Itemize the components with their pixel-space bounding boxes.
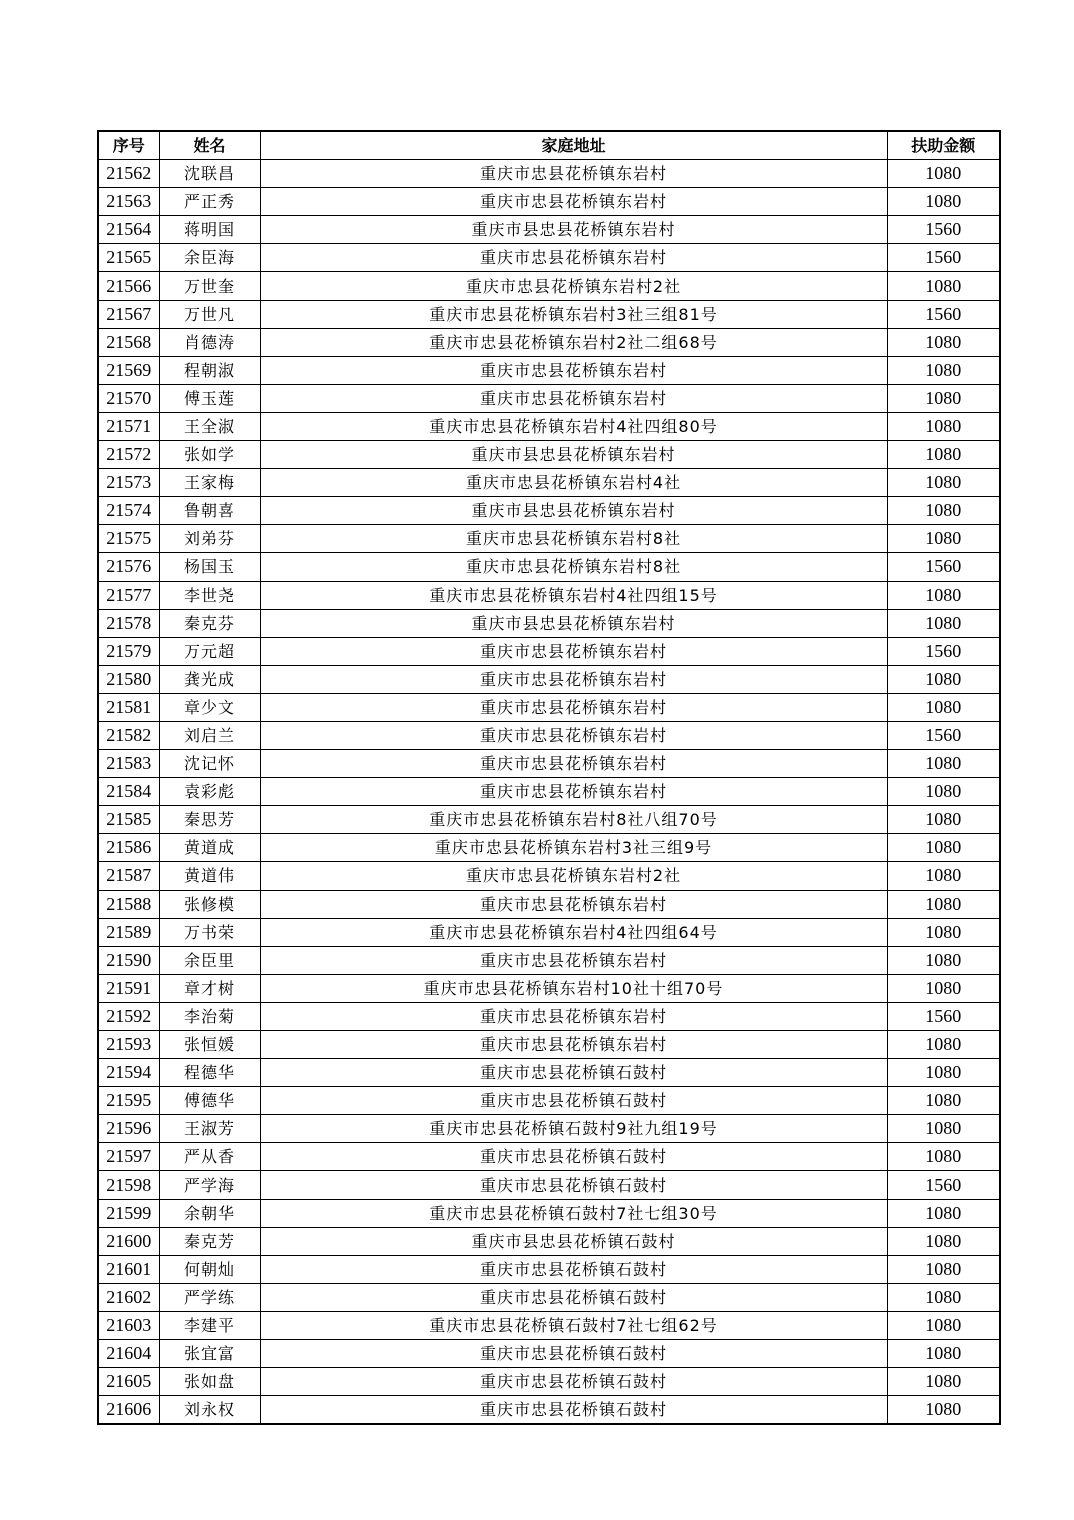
table-row	[98, 384, 1000, 412]
cell-serial-number: 21582	[98, 721, 159, 749]
cell-name: 李建平	[159, 1311, 260, 1339]
cell-serial-number: 21586	[98, 834, 159, 862]
cell-assistance-amount: 1080	[887, 1031, 1000, 1059]
cell-assistance-amount: 1080	[887, 1368, 1000, 1396]
cell-assistance-amount: 1080	[887, 609, 1000, 637]
cell-home-address: 重庆市忠县花桥镇东岩村	[260, 637, 887, 665]
cell-name: 秦克芬	[159, 609, 260, 637]
table-row	[98, 244, 1000, 272]
cell-home-address: 重庆市忠县花桥镇东岩村	[260, 1031, 887, 1059]
cell-home-address: 重庆市忠县花桥镇石鼓村	[260, 1368, 887, 1396]
cell-assistance-amount: 1080	[887, 778, 1000, 806]
cell-name: 万世奎	[159, 272, 260, 300]
cell-home-address: 重庆市忠县花桥镇东岩村8社	[260, 553, 887, 581]
cell-home-address: 重庆市忠县花桥镇东岩村2社	[260, 272, 887, 300]
cell-serial-number: 21567	[98, 300, 159, 328]
cell-name: 袁彩彪	[159, 778, 260, 806]
table-row	[98, 721, 1000, 749]
cell-serial-number: 21575	[98, 525, 159, 553]
cell-serial-number: 21562	[98, 160, 159, 188]
cell-serial-number: 21604	[98, 1340, 159, 1368]
cell-name: 刘启兰	[159, 721, 260, 749]
cell-serial-number: 21598	[98, 1171, 159, 1199]
cell-home-address: 重庆市忠县花桥镇东岩村4社四组80号	[260, 412, 887, 440]
cell-name: 何朝灿	[159, 1255, 260, 1283]
cell-home-address: 重庆市忠县花桥镇东岩村	[260, 160, 887, 188]
cell-assistance-amount: 1560	[887, 721, 1000, 749]
cell-home-address: 重庆市忠县花桥镇石鼓村9社九组19号	[260, 1115, 887, 1143]
cell-name: 张宜富	[159, 1340, 260, 1368]
cell-name: 傅玉莲	[159, 384, 260, 412]
cell-assistance-amount: 1080	[887, 750, 1000, 778]
cell-serial-number: 21573	[98, 469, 159, 497]
cell-serial-number: 21595	[98, 1087, 159, 1115]
cell-name: 余臣里	[159, 946, 260, 974]
cell-assistance-amount: 1080	[887, 1396, 1000, 1425]
cell-serial-number: 21591	[98, 974, 159, 1002]
cell-home-address: 重庆市忠县花桥镇石鼓村	[260, 1340, 887, 1368]
cell-name: 张修模	[159, 890, 260, 918]
cell-name: 王家梅	[159, 469, 260, 497]
cell-assistance-amount: 1080	[887, 441, 1000, 469]
cell-assistance-amount: 1080	[887, 356, 1000, 384]
cell-home-address: 重庆市忠县花桥镇东岩村8社八组70号	[260, 806, 887, 834]
cell-home-address: 重庆市忠县花桥镇东岩村2社二组68号	[260, 328, 887, 356]
cell-assistance-amount: 1080	[887, 834, 1000, 862]
cell-home-address: 重庆市忠县花桥镇东岩村	[260, 946, 887, 974]
cell-home-address: 重庆市忠县花桥镇石鼓村7社七组30号	[260, 1199, 887, 1227]
cell-serial-number: 21584	[98, 778, 159, 806]
header-home-address: 家庭地址	[260, 131, 887, 160]
cell-name: 李治菊	[159, 1002, 260, 1030]
cell-assistance-amount: 1080	[887, 497, 1000, 525]
table-row	[98, 1087, 1000, 1115]
cell-serial-number: 21588	[98, 890, 159, 918]
cell-assistance-amount: 1080	[887, 1340, 1000, 1368]
cell-serial-number: 21565	[98, 244, 159, 272]
cell-assistance-amount: 1080	[887, 890, 1000, 918]
table-row	[98, 553, 1000, 581]
document-page	[97, 130, 999, 1425]
cell-serial-number: 21589	[98, 918, 159, 946]
cell-assistance-amount: 1560	[887, 300, 1000, 328]
table-row	[98, 1171, 1000, 1199]
cell-home-address: 重庆市忠县花桥镇石鼓村	[260, 1059, 887, 1087]
cell-assistance-amount: 1080	[887, 525, 1000, 553]
cell-home-address: 重庆市忠县花桥镇东岩村4社四组15号	[260, 581, 887, 609]
cell-assistance-amount: 1080	[887, 1255, 1000, 1283]
cell-assistance-amount: 1080	[887, 946, 1000, 974]
table-row	[98, 1311, 1000, 1339]
cell-name: 章少文	[159, 693, 260, 721]
cell-home-address: 重庆市忠县花桥镇石鼓村	[260, 1171, 887, 1199]
cell-assistance-amount: 1560	[887, 1002, 1000, 1030]
cell-serial-number: 21579	[98, 637, 159, 665]
table-row	[98, 1115, 1000, 1143]
cell-name: 王全淑	[159, 412, 260, 440]
table-row	[98, 778, 1000, 806]
cell-serial-number: 21570	[98, 384, 159, 412]
cell-name: 沈联昌	[159, 160, 260, 188]
table-row	[98, 637, 1000, 665]
cell-home-address: 重庆市忠县花桥镇石鼓村	[260, 1143, 887, 1171]
cell-serial-number: 21583	[98, 750, 159, 778]
cell-assistance-amount: 1080	[887, 328, 1000, 356]
cell-name: 严学海	[159, 1171, 260, 1199]
header-row	[98, 131, 1000, 160]
cell-assistance-amount: 1080	[887, 974, 1000, 1002]
cell-name: 张恒媛	[159, 1031, 260, 1059]
cell-home-address: 重庆市忠县花桥镇东岩村	[260, 778, 887, 806]
cell-serial-number: 21574	[98, 497, 159, 525]
cell-assistance-amount: 1080	[887, 918, 1000, 946]
table-row	[98, 356, 1000, 384]
cell-home-address: 重庆市忠县花桥镇东岩村3社三组81号	[260, 300, 887, 328]
cell-assistance-amount: 1080	[887, 188, 1000, 216]
cell-home-address: 重庆市忠县花桥镇石鼓村	[260, 1255, 887, 1283]
cell-assistance-amount: 1560	[887, 216, 1000, 244]
cell-name: 严正秀	[159, 188, 260, 216]
cell-serial-number: 21596	[98, 1115, 159, 1143]
cell-assistance-amount: 1080	[887, 1087, 1000, 1115]
cell-name: 严学练	[159, 1283, 260, 1311]
table-row	[98, 1143, 1000, 1171]
cell-home-address: 重庆市忠县花桥镇东岩村3社三组9号	[260, 834, 887, 862]
cell-serial-number: 21597	[98, 1143, 159, 1171]
table-row	[98, 1340, 1000, 1368]
cell-name: 秦思芳	[159, 806, 260, 834]
cell-name: 程德华	[159, 1059, 260, 1087]
cell-assistance-amount: 1080	[887, 160, 1000, 188]
cell-home-address: 重庆市忠县花桥镇石鼓村	[260, 1283, 887, 1311]
cell-assistance-amount: 1080	[887, 1283, 1000, 1311]
cell-name: 刘弟芬	[159, 525, 260, 553]
cell-serial-number: 21576	[98, 553, 159, 581]
table-row	[98, 1199, 1000, 1227]
header-name: 姓名	[159, 131, 260, 160]
cell-home-address: 重庆市忠县花桥镇东岩村2社	[260, 862, 887, 890]
cell-home-address: 重庆市县忠县花桥镇石鼓村	[260, 1227, 887, 1255]
cell-home-address: 重庆市县忠县花桥镇东岩村	[260, 441, 887, 469]
table-row	[98, 216, 1000, 244]
cell-home-address: 重庆市忠县花桥镇东岩村	[260, 244, 887, 272]
table-header	[98, 131, 1000, 160]
cell-name: 黄道成	[159, 834, 260, 862]
cell-home-address: 重庆市忠县花桥镇石鼓村	[260, 1396, 887, 1425]
cell-serial-number: 21564	[98, 216, 159, 244]
cell-assistance-amount: 1080	[887, 469, 1000, 497]
cell-assistance-amount: 1560	[887, 553, 1000, 581]
cell-assistance-amount: 1080	[887, 1199, 1000, 1227]
table-row	[98, 300, 1000, 328]
table-row	[98, 665, 1000, 693]
table-row	[98, 1002, 1000, 1030]
cell-home-address: 重庆市忠县花桥镇东岩村10社十组70号	[260, 974, 887, 1002]
cell-home-address: 重庆市忠县花桥镇东岩村	[260, 1002, 887, 1030]
cell-home-address: 重庆市县忠县花桥镇东岩村	[260, 216, 887, 244]
cell-name: 章才树	[159, 974, 260, 1002]
cell-serial-number: 21605	[98, 1368, 159, 1396]
cell-name: 张如盘	[159, 1368, 260, 1396]
cell-name: 蒋明国	[159, 216, 260, 244]
cell-serial-number: 21592	[98, 1002, 159, 1030]
table-row	[98, 160, 1000, 188]
cell-serial-number: 21601	[98, 1255, 159, 1283]
cell-home-address: 重庆市县忠县花桥镇东岩村	[260, 497, 887, 525]
cell-assistance-amount: 1080	[887, 581, 1000, 609]
cell-serial-number: 21581	[98, 693, 159, 721]
table-row	[98, 1283, 1000, 1311]
cell-serial-number: 21602	[98, 1283, 159, 1311]
table-row	[98, 441, 1000, 469]
cell-name: 黄道伟	[159, 862, 260, 890]
cell-assistance-amount: 1560	[887, 637, 1000, 665]
cell-name: 严从香	[159, 1143, 260, 1171]
cell-home-address: 重庆市忠县花桥镇东岩村8社	[260, 525, 887, 553]
table-row	[98, 581, 1000, 609]
table-row	[98, 750, 1000, 778]
cell-assistance-amount: 1560	[887, 1171, 1000, 1199]
cell-home-address: 重庆市忠县花桥镇东岩村	[260, 384, 887, 412]
cell-name: 程朝淑	[159, 356, 260, 384]
cell-name: 万元超	[159, 637, 260, 665]
table-row	[98, 1059, 1000, 1087]
table-row	[98, 188, 1000, 216]
cell-assistance-amount: 1080	[887, 1059, 1000, 1087]
table-row	[98, 609, 1000, 637]
table-row	[98, 806, 1000, 834]
cell-serial-number: 21585	[98, 806, 159, 834]
cell-assistance-amount: 1080	[887, 1115, 1000, 1143]
cell-name: 肖德涛	[159, 328, 260, 356]
cell-serial-number: 21572	[98, 441, 159, 469]
cell-assistance-amount: 1080	[887, 665, 1000, 693]
cell-serial-number: 21590	[98, 946, 159, 974]
cell-home-address: 重庆市忠县花桥镇东岩村	[260, 890, 887, 918]
cell-home-address: 重庆市忠县花桥镇东岩村4社	[260, 469, 887, 497]
cell-home-address: 重庆市忠县花桥镇东岩村	[260, 356, 887, 384]
cell-name: 沈记怀	[159, 750, 260, 778]
table-row	[98, 834, 1000, 862]
cell-assistance-amount: 1080	[887, 862, 1000, 890]
cell-assistance-amount: 1080	[887, 806, 1000, 834]
table-row	[98, 890, 1000, 918]
table-body	[98, 160, 1000, 1425]
table-row	[98, 1255, 1000, 1283]
cell-serial-number: 21580	[98, 665, 159, 693]
table-row	[98, 497, 1000, 525]
table-row	[98, 1031, 1000, 1059]
cell-name: 余朝华	[159, 1199, 260, 1227]
table-row	[98, 693, 1000, 721]
cell-assistance-amount: 1080	[887, 1227, 1000, 1255]
cell-serial-number: 21600	[98, 1227, 159, 1255]
cell-name: 万书荣	[159, 918, 260, 946]
cell-serial-number: 21569	[98, 356, 159, 384]
table-row	[98, 1396, 1000, 1425]
cell-home-address: 重庆市忠县花桥镇东岩村	[260, 188, 887, 216]
cell-serial-number: 21593	[98, 1031, 159, 1059]
cell-home-address: 重庆市忠县花桥镇东岩村	[260, 750, 887, 778]
cell-serial-number: 21563	[98, 188, 159, 216]
table-row	[98, 272, 1000, 300]
cell-home-address: 重庆市忠县花桥镇东岩村4社四组64号	[260, 918, 887, 946]
cell-home-address: 重庆市忠县花桥镇东岩村	[260, 721, 887, 749]
cell-name: 张如学	[159, 441, 260, 469]
cell-assistance-amount: 1080	[887, 1143, 1000, 1171]
cell-name: 万世凡	[159, 300, 260, 328]
table-row	[98, 974, 1000, 1002]
cell-assistance-amount: 1080	[887, 384, 1000, 412]
table-row	[98, 525, 1000, 553]
cell-name: 傅德华	[159, 1087, 260, 1115]
cell-serial-number: 21577	[98, 581, 159, 609]
table-row	[98, 918, 1000, 946]
table-row	[98, 328, 1000, 356]
assistance-table	[97, 130, 1001, 1425]
cell-assistance-amount: 1080	[887, 272, 1000, 300]
cell-name: 龚光成	[159, 665, 260, 693]
header-assistance-amount: 扶助金额	[887, 131, 1000, 160]
cell-serial-number: 21603	[98, 1311, 159, 1339]
cell-home-address: 重庆市忠县花桥镇东岩村	[260, 693, 887, 721]
table-row	[98, 1227, 1000, 1255]
cell-assistance-amount: 1080	[887, 1311, 1000, 1339]
cell-home-address: 重庆市忠县花桥镇石鼓村	[260, 1087, 887, 1115]
cell-assistance-amount: 1080	[887, 412, 1000, 440]
cell-serial-number: 21587	[98, 862, 159, 890]
cell-name: 王淑芳	[159, 1115, 260, 1143]
cell-name: 李世尧	[159, 581, 260, 609]
cell-home-address: 重庆市忠县花桥镇石鼓村7社七组62号	[260, 1311, 887, 1339]
cell-serial-number: 21599	[98, 1199, 159, 1227]
table-row	[98, 862, 1000, 890]
cell-name: 杨国玉	[159, 553, 260, 581]
cell-serial-number: 21571	[98, 412, 159, 440]
table-row	[98, 1368, 1000, 1396]
table-row	[98, 412, 1000, 440]
cell-home-address: 重庆市县忠县花桥镇东岩村	[260, 609, 887, 637]
cell-name: 秦克芳	[159, 1227, 260, 1255]
cell-serial-number: 21578	[98, 609, 159, 637]
cell-home-address: 重庆市忠县花桥镇东岩村	[260, 665, 887, 693]
header-serial-number: 序号	[98, 131, 159, 160]
cell-name: 鲁朝喜	[159, 497, 260, 525]
cell-name: 刘永权	[159, 1396, 260, 1425]
cell-name: 余臣海	[159, 244, 260, 272]
cell-serial-number: 21606	[98, 1396, 159, 1425]
cell-serial-number: 21568	[98, 328, 159, 356]
cell-assistance-amount: 1080	[887, 693, 1000, 721]
cell-serial-number: 21594	[98, 1059, 159, 1087]
table-row	[98, 469, 1000, 497]
table-row	[98, 946, 1000, 974]
cell-serial-number: 21566	[98, 272, 159, 300]
cell-assistance-amount: 1560	[887, 244, 1000, 272]
